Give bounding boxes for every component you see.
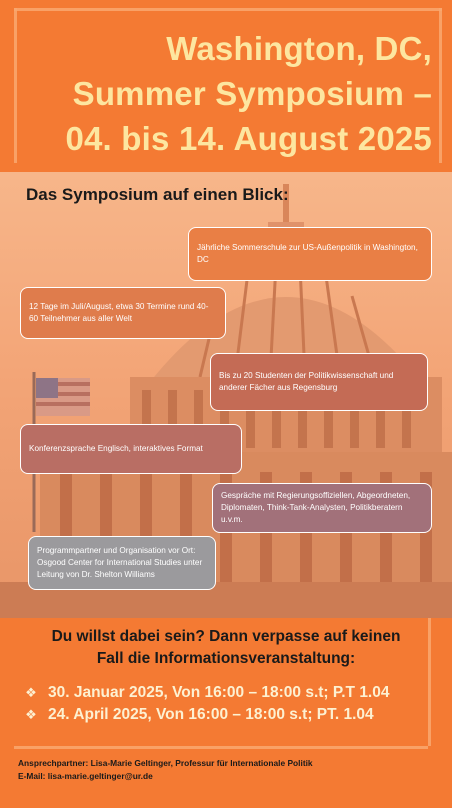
info-box-text: Jährliche Sommerschule zur US-Außenpolitik in Washington, DC xyxy=(197,243,418,264)
cta-line-1: Du willst dabei sein? Dann verpasse auf keinen xyxy=(51,628,401,645)
info-box-language xyxy=(20,424,242,474)
contact-email[interactable]: E-Mail: lisa-marie.geltinger@ur.de xyxy=(18,771,153,781)
frame-line-top xyxy=(14,8,442,11)
frame-line-right xyxy=(439,8,442,163)
date-text: 24. April 2025, Von 16:00 – 18:00 s.t; PT. 1.04 xyxy=(48,706,374,723)
cta-line-2: Fall die Informationsveranstaltung: xyxy=(96,650,356,667)
info-box-text: Programmpartner und Organisation vor Ort: Osgood Center for International Studies unter Leitung von Dr. Shelton Williams xyxy=(37,546,203,579)
contact-info xyxy=(18,757,313,783)
contact-person: Ansprechpartner: Lisa-Marie Geltinger, Professur für Internationale Politik xyxy=(18,758,313,768)
info-box-text: Gespräche mit Regierungsoffiziellen, Abgeordneten, Diplomaten, Think-Tank-Analysten, Politikberatern u.v.m. xyxy=(221,491,411,524)
info-box-text: Konferenzsprache Englisch, interaktives Format xyxy=(29,444,203,453)
glance-heading: Das Symposium auf einen Blick: xyxy=(26,185,289,204)
date-text: 30. Januar 2025, Von 16:00 – 18:00 s.t; P.T 1.04 xyxy=(48,684,390,701)
title-line-1: Washington, DC, xyxy=(166,30,432,67)
info-box-summer-school xyxy=(188,227,432,281)
diamond-bullet-icon: ❖ xyxy=(25,707,37,722)
diamond-bullet-icon: ❖ xyxy=(25,685,37,700)
frame-line-bottom xyxy=(14,746,428,749)
title-line-2: Summer Symposium – xyxy=(72,75,432,112)
poster-title xyxy=(12,26,432,161)
info-box-text: Bis zu 20 Studenten der Politikwissenschaft und anderer Fächer aus Regensburg xyxy=(219,371,394,392)
call-to-action xyxy=(0,626,452,670)
info-box-partner xyxy=(28,536,216,590)
info-box-meetings xyxy=(212,483,432,533)
title-line-3: 04. bis 14. August 2025 xyxy=(65,120,432,157)
info-box-duration xyxy=(20,287,226,339)
info-box-students xyxy=(210,353,428,411)
date-item xyxy=(24,704,389,726)
date-item xyxy=(24,682,389,704)
event-dates xyxy=(24,682,389,726)
info-box-text: 12 Tage im Juli/August, etwa 30 Termine rund 40-60 Teilnehmer aus aller Welt xyxy=(29,302,209,323)
